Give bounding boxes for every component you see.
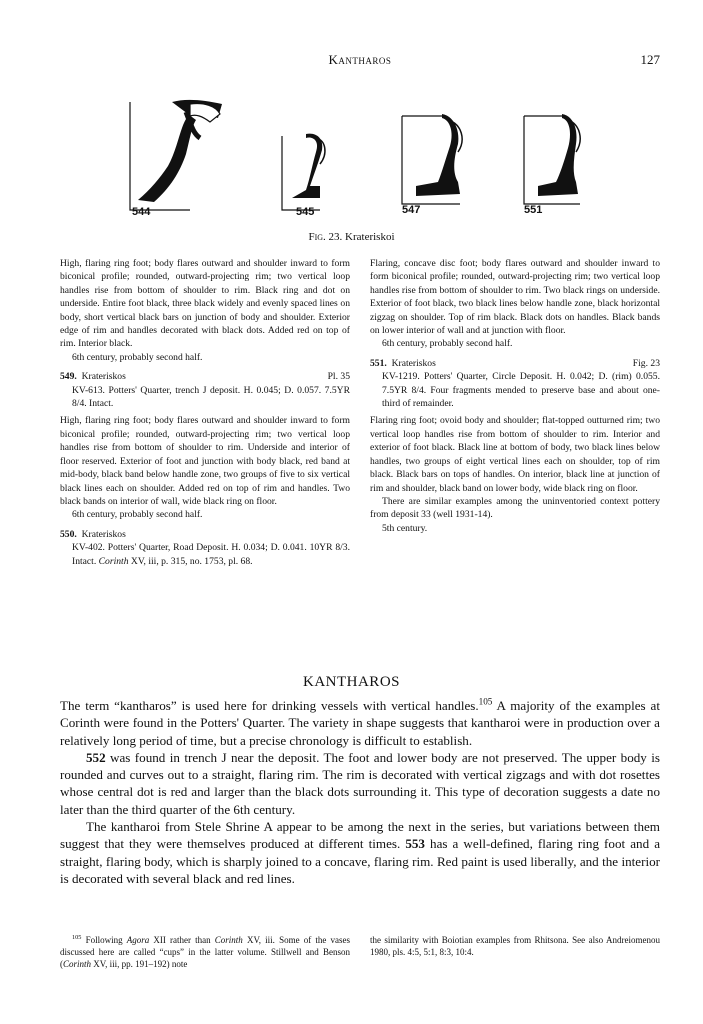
catalog-entry-551-header: [370, 357, 660, 370]
catalog-number: 551.: [370, 357, 387, 369]
catalog-number: 549.: [60, 371, 77, 383]
catalog-info-text: KV-402. Potters' Quarter, Road Deposit. H. 0.034; D. 0.041. 10YR 8/3. Intact.: [72, 542, 350, 567]
catalog-reference: 552: [86, 749, 106, 765]
catalog-plate-ref: Pl. 35: [327, 371, 350, 383]
footnote-text: XV, iii, pp. 191–192) note: [91, 959, 188, 969]
catalog-reference: 553: [405, 836, 425, 852]
catalog-name: Krateriskos: [81, 371, 126, 383]
right-column: [370, 257, 660, 535]
body-text: was found in trench J near the deposit. The foot and lower body are not preserved. The upper body is rounded and curves out to a straight, flaring rim. The rim is decorated with vertical zigzags and with dot rosettes whose central dot is red and larger than the black dots surrounding it. This type of decoration suggests a date no later than the third quarter of the 6th century.: [60, 749, 660, 817]
footnote-text: Following: [81, 935, 127, 945]
body-paragraph: [60, 697, 660, 749]
section-body: [60, 697, 660, 887]
footnote-number: 105: [72, 934, 82, 941]
catalog-description: Flaring, concave disc foot; body flares outward and shoulder inward to form biconical profile; rounded, outward-projecting rim; two vertical loop handles rise from bottom of shoulder to rim. Two black rings on underside. Exterior of foot black, two black lines below handle zone, black horizontal zigzag on shoulder. Top of rim black. Black dots on handles. Black bands on lower interior of wall and at junction with floor.: [370, 258, 660, 337]
footnote-text: XV, iii. Some of the vases discussed here are called “cups” in the latter volume. Stillwell and Benson (: [60, 935, 350, 969]
left-column: [60, 257, 350, 572]
catalog-name: Krateriskos: [81, 528, 126, 540]
catalog-date: 6th century, probably second half.: [72, 351, 203, 363]
running-head-title: Kantharos: [328, 52, 392, 67]
figure-label-545: 545: [296, 206, 315, 218]
profile-551-drawing: [524, 114, 580, 204]
profile-547-drawing: [402, 114, 462, 204]
profile-545-drawing: [282, 134, 325, 210]
body-text: The kantharoi from Stele Shrine A appear to be among the next in the series, but variations between them suggest that they were themselves produced at different times.: [60, 819, 660, 852]
catalog-description: High, flaring ring foot; body flares outward and shoulder inward to form biconical profile; rounded, outward-projecting rim; two vertical loop handles rise from bottom of shoulder to rim. Underside and interior of floor reserved. Exterior of foot and junction with body black, red band at mid-body, black band below handle zone, two groups of five to six vertical black lines each on shoulder. Added red on top of rim and handles. Two black bands on interior of wall, wide black ring on floor.: [60, 415, 350, 507]
catalog-entry-549-header: [60, 370, 350, 383]
section-title: KANTHAROS: [302, 674, 400, 690]
footnote-right: the similarity with Boiotian examples from Rhitsona. See also Andreiomenou 1980, pls. 4:5, 5:1, 8:3, 10:4.: [370, 935, 660, 957]
figure-caption: [0, 231, 703, 243]
body-paragraph: [60, 749, 660, 818]
catalog-date: 6th century, probably second half.: [72, 509, 203, 521]
catalog-name: Krateriskos: [391, 357, 436, 369]
footnote-text: XII rather than: [149, 935, 215, 945]
catalog-info-text: XV, iii, p. 315, no. 1753, pl. 68.: [130, 555, 253, 567]
catalog-info: [60, 541, 350, 568]
page-number: 127: [640, 52, 660, 67]
catalog-number: 550.: [60, 528, 77, 540]
figure-label-544: 544: [132, 206, 151, 218]
corinth-citation: Corinth: [63, 959, 92, 969]
figure-label-547: 547: [402, 204, 421, 216]
catalog-entry-550-header: [60, 528, 350, 541]
catalog-figure-ref: Fig. 23: [632, 357, 660, 369]
body-text: A majority of the examples at Corinth were found in the Potters' Quarter. The variety in shape suggests that kantharoi were in production over a relatively long period of time, but a precise chronology is difficult to establish.: [60, 698, 660, 748]
catalog-date: 6th century, probably second half.: [382, 338, 513, 350]
catalog-description: High, flaring ring foot; body flares outward and shoulder inward to form biconical profile; rounded, outward-projecting rim; two vertical loop handles rise from bottom of shoulder to rim. Black ring and dot on underside. Entire foot black, three black widely and evenly spaced lines on body, short vertical black bars on junction of body and shoulder. Exterior edge of rim and handles decorated with black dots. Added red on top of rim. Interior black.: [60, 258, 350, 350]
corinth-citation: Corinth: [98, 555, 129, 567]
figure-label-551: 551: [524, 204, 543, 216]
agora-citation: Agora: [126, 935, 150, 945]
footnote-reference[interactable]: 105: [478, 696, 493, 707]
catalog-info: KV-613. Potters' Quarter, trench J deposit. H. 0.045; D. 0.057. 7.5YR 8/4. Intact.: [72, 384, 350, 410]
catalog-info: KV-1219. Potters' Quarter, Circle Deposit. H. 0.042; D. (rim) 0.055. 7.5YR 8/4. Four fragments mended to preserve base and about one-third of remainder.: [382, 371, 660, 410]
figure-caption-prefix: Fig. 23.: [308, 231, 343, 243]
catalog-description: Flaring ring foot; ovoid body and shoulder; flat-topped outturned rim; two vertical loop handles rise from bottom of shoulder to rim. Interior and exterior of foot black. Black line at bottom of body, two black lines below handles, two groups of eight vertical lines each on shoulder, top of rim black. Black bars on tops of handles. On interior, black line at junction of rim and shoulder, black band on lower body, wide black ring on floor.: [370, 415, 660, 494]
body-text: The term “kantharos” is used here for drinking vessels with vertical handles.: [60, 698, 479, 713]
figure-23: [120, 98, 590, 222]
footnote-left: [60, 934, 350, 970]
catalog-date: 5th century.: [382, 522, 428, 534]
profile-544-drawing: [130, 100, 222, 210]
catalog-note: There are similar examples among the uninventoried context pottery from deposit 33 (well 1931-14).: [370, 495, 660, 521]
body-paragraph: [60, 818, 660, 887]
figure-caption-text: Krateriskoi: [345, 231, 395, 243]
corinth-citation: Corinth: [214, 935, 243, 945]
profile-drawings: [120, 98, 590, 222]
body-text: has a well-defined, flaring ring foot and a straight, flaring body, which is sharply joined to a concave, flaring rim. Red paint is used liberally, and the interior is decorated with several black and red lines.: [60, 836, 661, 886]
